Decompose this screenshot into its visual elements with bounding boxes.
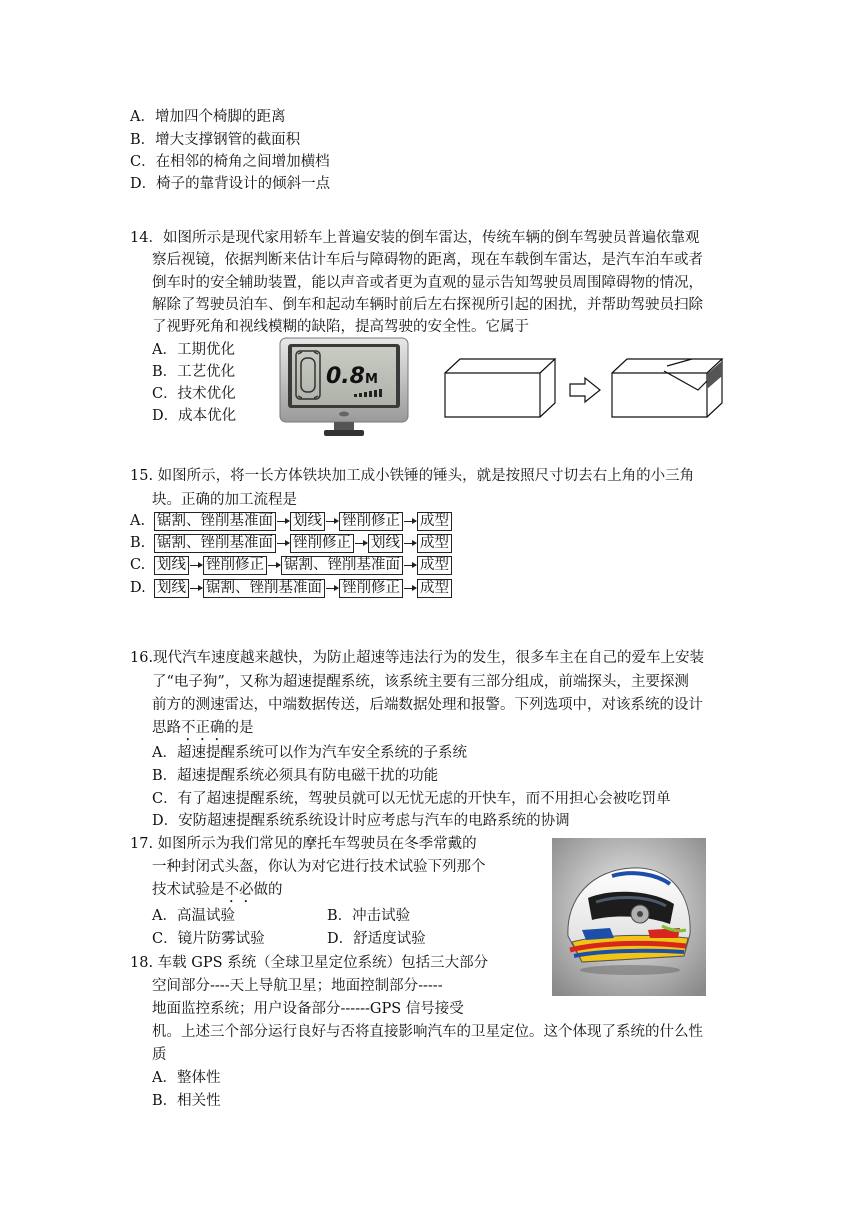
q18-stem-line: 质: [152, 1047, 167, 1063]
q14-stem-line: 察后视镜，依据判断来估计车后与障碍物的距离，现在车载倒车雷达，是汽车泊车或者: [152, 252, 703, 268]
option-label: D.: [130, 580, 146, 596]
q17-stem-last-line: [152, 880, 283, 906]
q13-option-c: C．在相邻的椅角之间增加横档: [130, 154, 330, 170]
q15-option-c: [130, 556, 452, 576]
flow-arrow-icon: [277, 543, 289, 544]
flow-step: 划线: [154, 556, 189, 575]
q16-stem-line: 了“电子狗”，又称为超速提醒系统，该系统主要有三部分组成，前端探头，主要探测: [152, 674, 689, 690]
q16-stem-text: 的是: [224, 720, 254, 736]
flow-step: 锯割、锉削基准面: [203, 579, 325, 598]
flow-step: 成型: [417, 579, 452, 598]
q16-option-a: A．超速提醒系统可以作为汽车安全系统的子系统: [152, 745, 467, 761]
q18-option-a: A．整体性: [152, 1070, 221, 1086]
option-label: B.: [130, 535, 146, 551]
q15-stem-line: 块。正确的加工流程是: [152, 492, 297, 508]
flow-arrow-icon: [404, 543, 416, 544]
q14-option-b: B．工艺优化: [152, 364, 236, 380]
flow-step: 锯割、锉削基准面: [154, 512, 276, 531]
q13-option-d: D．椅子的靠背设计的倾斜一点: [130, 176, 331, 192]
q14-stem-line: 倒车时的安全辅助装置，能以声音或者更为直观的显示告知驾驶员周围障碍物的情况，: [152, 275, 703, 291]
radar-distance-readout: 0.8: [326, 364, 365, 389]
flow-arrow-icon: [326, 588, 338, 589]
q13-option-b: B．增大支撑钢管的截面积: [130, 132, 301, 148]
flow-arrow-icon: [404, 521, 416, 522]
q16-emphasis-text: 不正确: [181, 720, 225, 736]
q17-stem-line: 一种封闭式头盔，你认为对它进行技术试验下列那个: [152, 859, 486, 875]
q18-stem-line: 18. 车载 GPS 系统（全球卫星定位系统）包括三大部分: [130, 955, 489, 971]
q17-emphasis-text: 不必: [224, 882, 254, 898]
q18-stem-line: 地面监控系统；用户设备部分------GPS 信号接受: [152, 1001, 464, 1017]
q15-option-b: [130, 534, 452, 554]
flow-arrow-icon: [404, 588, 416, 589]
flow-arrow-icon: [404, 565, 416, 566]
q17-option-d: D．舒适度试验: [327, 931, 426, 947]
flow-arrow-icon: [190, 588, 202, 589]
q15-stem-line: 15. 如图所示，将一长方体铁块加工成小铁锤的锤头，就是按照尺寸切去右上角的小三角: [130, 468, 695, 484]
q14-option-c: C．技术优化: [152, 386, 236, 402]
flow-arrow-icon: [277, 521, 289, 522]
flow-arrow-icon: [268, 565, 280, 566]
option-label: A.: [130, 513, 146, 529]
flow-step: 锉削修正: [339, 579, 403, 598]
flow-step: 锯割、锉削基准面: [154, 534, 276, 553]
q15-option-d: [130, 579, 452, 599]
q14-stem-line: 了视野死角和视线模糊的缺陷，提高驾驶的安全性。它属于: [152, 319, 529, 335]
q14-stem-line: 14．如图所示是现代家用轿车上普遍安装的倒车雷达，传统车辆的倒车驾驶员普遍依靠观: [130, 230, 700, 246]
flow-arrow-icon: [326, 521, 338, 522]
flow-step: 划线: [368, 534, 403, 553]
q16-stem-line: 16.现代汽车速度越来越快，为防止超速等违法行为的发生，很多车主在自己的爱车上安装: [130, 650, 705, 666]
flow-arrow-icon: [190, 565, 202, 566]
flow-step: 锉削修正: [290, 534, 354, 553]
q17-stem-text: 技术试验是: [152, 882, 225, 898]
q17-option-c: C．镜片防雾试验: [152, 931, 265, 947]
flow-step: 成型: [417, 512, 452, 531]
flow-step: 成型: [417, 556, 452, 575]
flow-step: 划线: [154, 579, 189, 598]
q17-option-a: A．高温试验: [152, 908, 235, 924]
q18-stem-line: 空间部分----天上导航卫星；地面控制部分-----: [152, 978, 443, 994]
option-label: C.: [130, 557, 146, 573]
q16-option-d: D．安防超速提醒系统系统设计时应考虑与汽车的电路系统的协调: [152, 813, 570, 829]
motorcycle-helmet-image: [552, 838, 706, 996]
flow-step: 锉削修正: [203, 556, 267, 575]
q14-option-a: A．工期优化: [152, 342, 235, 358]
q16-stem-text: 思路: [152, 720, 181, 736]
q16-stem-last-line: [152, 718, 254, 744]
q17-stem-line: 17. 如图所示为我们常见的摩托车驾驶员在冬季常戴的: [130, 836, 477, 852]
parking-radar-image: [262, 336, 410, 440]
q14-stem-line: 解除了驾驶员泊车、倒车和起动车辆时前后左右探视所引起的困扰，并帮助驾驶员扫除: [152, 297, 703, 313]
flow-step: 锉削修正: [339, 512, 403, 531]
flow-step: 成型: [417, 534, 452, 553]
hammer-head-block-diagram: [440, 356, 730, 420]
q13-option-a: A．增加四个椅脚的距离: [130, 109, 286, 125]
q18-option-b: B．相关性: [152, 1093, 221, 1109]
q16-option-b: B．超速提醒系统必须具有防电磁干扰的功能: [152, 768, 439, 784]
q16-stem-line: 前方的测速雷达，中端数据传送，后端数据处理和报警。下列选项中，对该系统的设计: [152, 697, 703, 713]
flow-step: 锯割、锉削基准面: [281, 556, 403, 575]
q15-option-a: [130, 512, 452, 532]
q16-option-c: C．有了超速提醒系统，驾驶员就可以无忧无虑的开快车，而不用担心会被吃罚单: [152, 791, 671, 807]
q17-option-b: B．冲击试验: [327, 908, 411, 924]
flow-arrow-icon: [355, 543, 367, 544]
q17-stem-text: 做的: [253, 882, 283, 898]
radar-unit-label: M: [365, 372, 378, 387]
q14-option-d: D．成本优化: [152, 408, 237, 424]
q18-stem-line: 机。上述三个部分运行良好与否将直接影响汽车的卫星定位。这个体现了系统的什么性: [152, 1024, 703, 1040]
flow-step: 划线: [290, 512, 325, 531]
